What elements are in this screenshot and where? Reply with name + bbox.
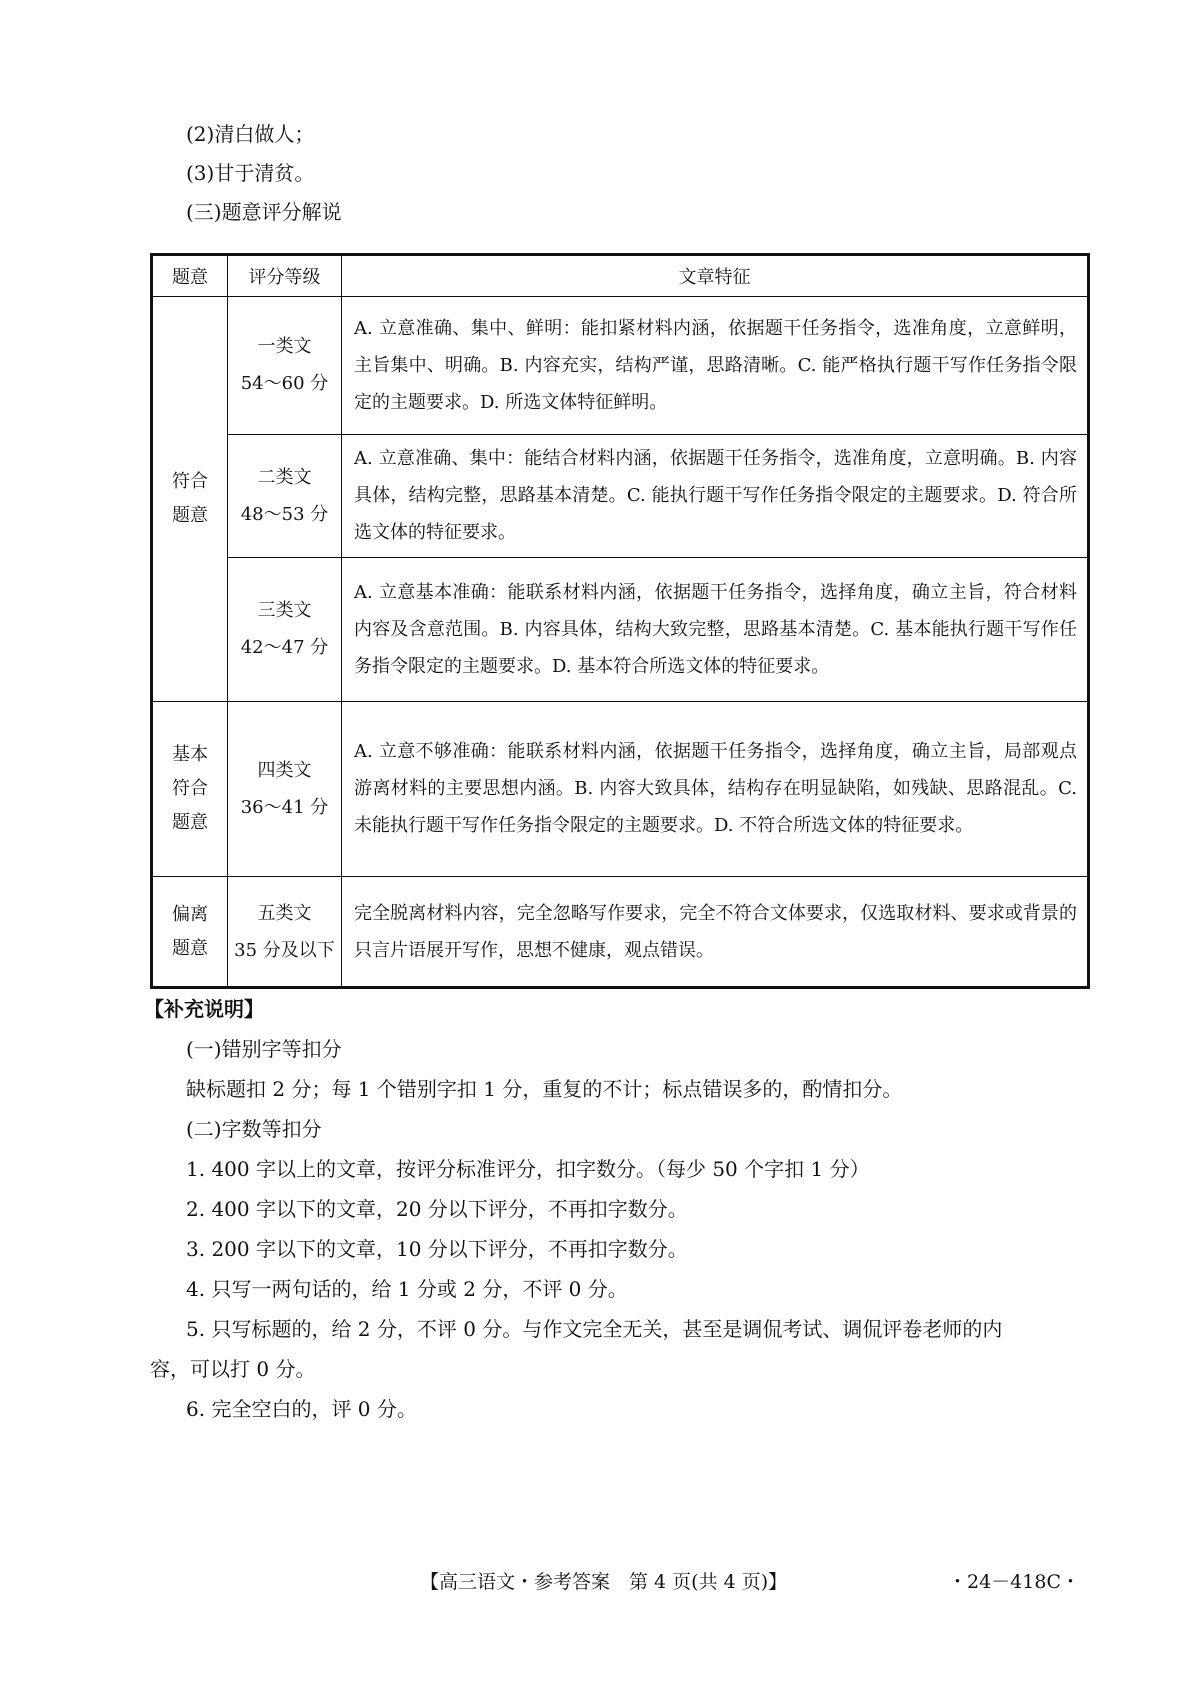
level-name: 五类文: [257, 902, 312, 924]
table-row: [152, 558, 1089, 702]
table-row: [152, 434, 1089, 558]
level-cell: [228, 877, 342, 988]
level-score: 48～53 分: [240, 503, 329, 525]
features-cell: A. 立意不够准确：能联系材料内涵，依据题干任务指令，选择角度，确立主旨，局部观点游离材料的主要思想内涵。B. 内容大致具体，结构存在明显缺陷，如残缺、思路混乱。C. 未能执行题干写作任务指令限定的主题要求。D. 不符合所选文体的特征要求。: [342, 701, 1089, 876]
subsection-wordcount-deduction: (二)字数等扣分: [186, 1117, 322, 1141]
level-cell: [228, 297, 342, 434]
line-content-poverty: (3)甘于清贫。: [186, 161, 315, 185]
line-clean-person: (2)清白做人；: [186, 122, 315, 146]
table-row: [152, 297, 1089, 434]
level-score: 36～41 分: [240, 796, 329, 818]
topic-label: 偏离题意: [172, 903, 208, 959]
subsection-typo-deduction: (一)错别字等扣分: [186, 1037, 342, 1061]
level-name: 二类文: [257, 466, 312, 488]
header-level: 评分等级: [228, 255, 342, 297]
list-item-continuation: 容，可以打 0 分。: [150, 1357, 316, 1381]
table-header-row: [152, 255, 1089, 297]
list-item: 4. 只写一两句话的，给 1 分或 2 分，不评 0 分。: [186, 1277, 628, 1301]
table-row: [152, 877, 1089, 988]
features-cell: A. 立意准确、集中：能结合材料内涵，依据题干任务指令，选准角度，立意明确。B. 内容具体，结构完整，思路基本清楚。C. 能执行题干写作任务指令限定的主题要求。D. 符合所选文体的特征要求。: [342, 434, 1089, 558]
topic-label: 符合题意: [172, 470, 208, 526]
list-item: 1. 400 字以上的文章，按评分标准评分，扣字数分。（每少 50 个字扣 1 分）: [186, 1157, 870, 1181]
scoring-table: [150, 253, 1090, 989]
topic-label: 基本符合题意: [172, 743, 208, 833]
level-cell: [228, 701, 342, 876]
typo-deduction-text: 缺标题扣 2 分；每 1 个错别字扣 1 分，重复的不计；标点错误多的，酌情扣分。: [186, 1077, 903, 1101]
header-topic: 题意: [152, 255, 228, 297]
list-item: 5. 只写标题的，给 2 分，不评 0 分。与作文完全无关，甚至是调侃考试、调侃评卷老师的内: [186, 1317, 1003, 1341]
supplement-title: 【补充说明】: [144, 997, 264, 1021]
list-item: 6. 完全空白的，评 0 分。: [186, 1397, 417, 1421]
list-item: 3. 200 字以下的文章，10 分以下评分，不再扣字数分。: [186, 1237, 688, 1261]
topic-cell: [152, 701, 228, 876]
features-cell: 完全脱离材料内容，完全忽略写作要求，完全不符合文体要求，仅选取材料、要求或背景的只言片语展开写作，思想不健康，观点错误。: [342, 877, 1089, 988]
level-score: 42～47 分: [240, 637, 329, 659]
section-heading-scoring: (三)题意评分解说: [186, 200, 342, 224]
list-item: 2. 400 字以下的文章，20 分以下评分，不再扣字数分。: [186, 1197, 688, 1221]
level-name: 三类文: [257, 600, 312, 622]
features-cell: A. 立意准确、集中、鲜明：能扣紧材料内涵，依据题干任务指令，选准角度，立意鲜明，主旨集中、明确。B. 内容充实，结构严谨，思路清晰。C. 能严格执行题干写作任务指令限定的主题要求。D. 所选文体特征鲜明。: [342, 297, 1089, 434]
header-features: 文章特征: [342, 255, 1089, 297]
topic-cell: [152, 297, 228, 702]
level-name: 四类文: [257, 759, 312, 781]
footer-code: ・24－418C・: [948, 1571, 1080, 1593]
level-score: 54～60 分: [240, 373, 329, 395]
footer-page-info: 【高三语文・参考答案 第 4 页(共 4 页)】: [420, 1571, 788, 1593]
level-cell: [228, 558, 342, 702]
features-cell: A. 立意基本准确：能联系材料内涵，依据题干任务指令，选择角度，确立主旨，符合材料内容及含意范围。B. 内容具体，结构大致完整，思路基本清楚。C. 基本能执行题干写作任务指令限定的主题要求。D. 基本符合所选文体的特征要求。: [342, 558, 1089, 702]
level-name: 一类文: [257, 336, 312, 358]
topic-cell: [152, 877, 228, 988]
level-cell: [228, 434, 342, 558]
level-score: 35 分及以下: [234, 939, 335, 961]
table-row: [152, 701, 1089, 876]
